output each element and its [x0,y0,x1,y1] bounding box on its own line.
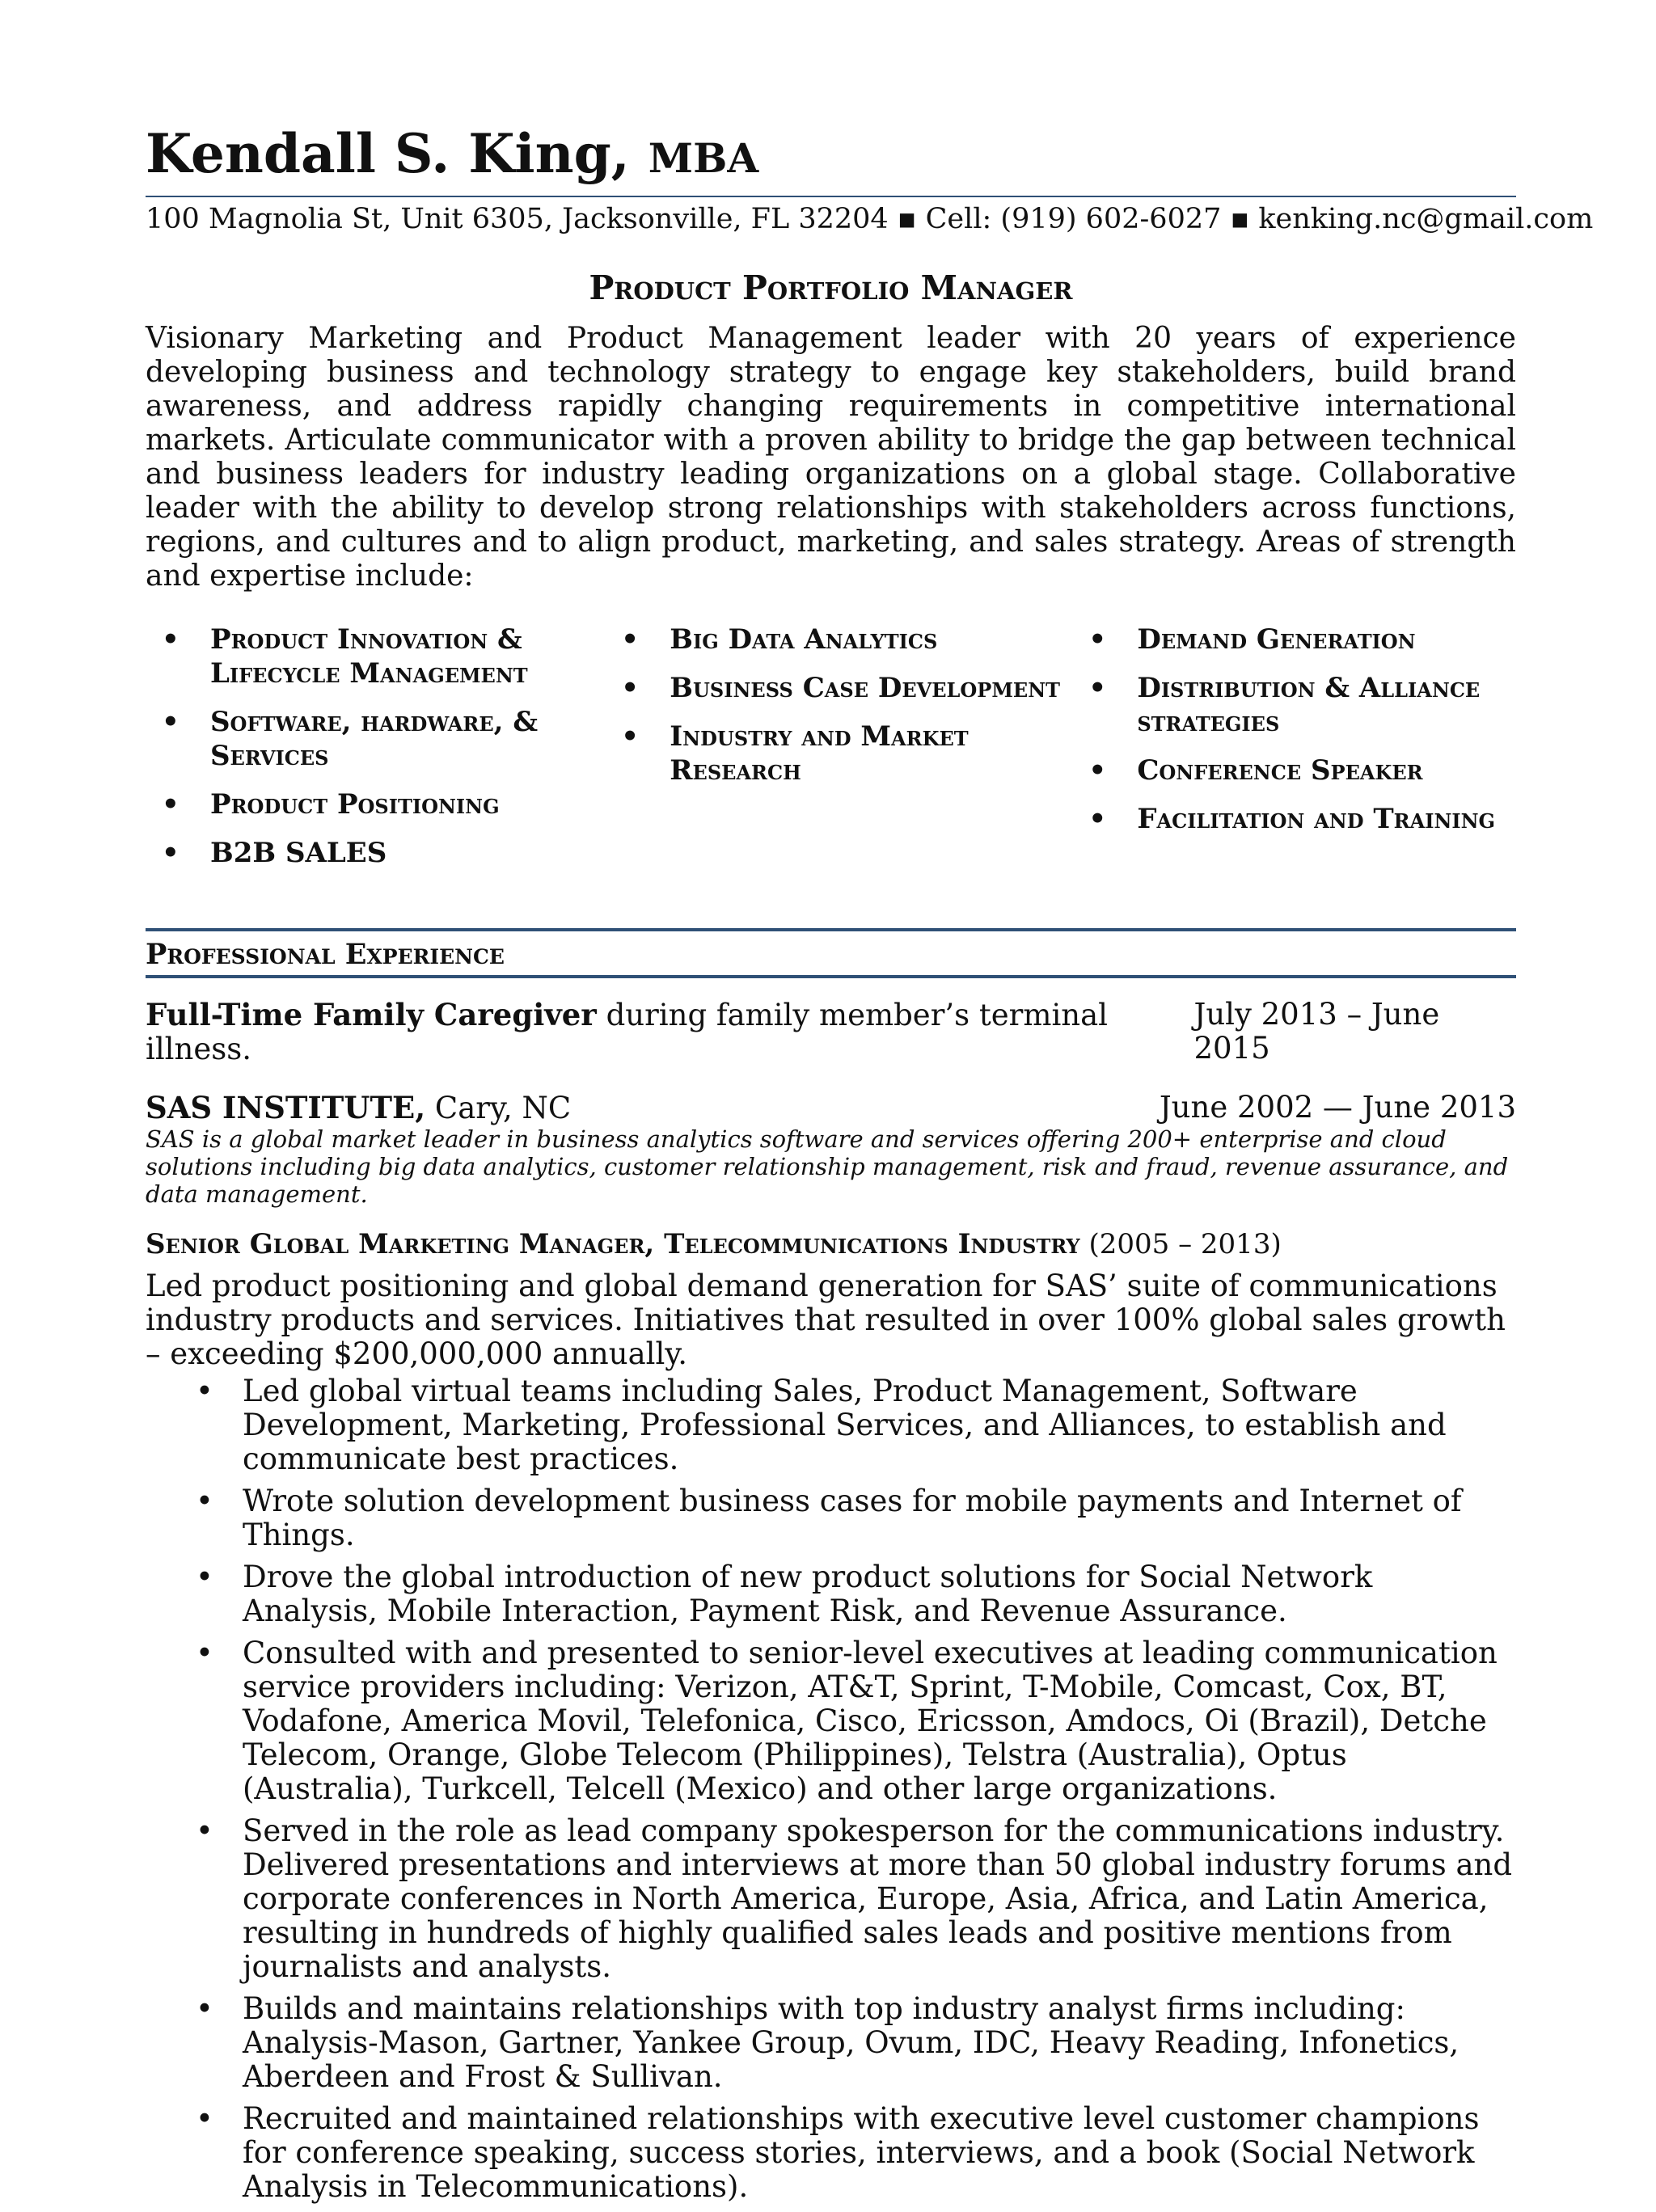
skill-item: • Business Case Development [605,671,1072,705]
skill-item: • Conference Speaker [1072,754,1516,787]
achievement-item: • Recruited and maintained relationships with executive level customer champions for conference speaking, success stories, interviews, and a book (Social Network Analysis in Telecommunications). [146,2102,1516,2204]
contact-line: 100 Magnolia St, Unit 6305, Jacksonville, FL 32204 ▪ Cell: (919) 602-6027 ▪ kenking.nc@gmail.com [146,203,1594,235]
candidate-name [146,121,1516,191]
employer-dates: June 2002 — June 2013 [1159,1090,1516,1125]
caregiver-title: Full-Time Family Caregiver [146,997,597,1032]
skill-item: • Software, hardware, & Services [146,705,605,773]
role-summary: Led product positioning and global demand generation for SAS’ suite of communications industry products and services. Initiatives that resulted in over 100% global sales growth – exceeding $200,000,000 annually. [146,1269,1506,1371]
achievement-item: • Wrote solution development business cases for mobile payments and Internet of Things. [146,1484,1516,1552]
headline-title: Product Portfolio Manager [589,268,1073,307]
caregiver-dates: July 2013 – June 2015 [1193,997,1440,1066]
employer-location: Cary, NC [434,1091,572,1125]
achievement-item: • Served in the role as lead company spokesperson for the communications industry. Delivered presentations and interviews at more than 50 global industry forums and corporate conferences in North America, Europe, Asia, Africa, and Latin America, resulting in hundreds of highly qualified sales leads and positive mentions from journalists and analysts. [146,1814,1516,1984]
skill-item: • Facilitation and Training [1072,802,1516,836]
achievement-item: • Consulted with and presented to senior-level executives at leading communication service providers including: Verizon, AT&T, Sprint, T-Mobile, Comcast, Cox, BT, Vodafone, America Movil, Telefonica, Cisco, Ericsson, Amdocs, Oi (Brazil), Detche Telecom, Orange, Globe Telecom (Philippines), Telstra (Australia), Optus (Australia), Turkcell, Telcell (Mexico) and other large organizations. [146,1636,1516,1806]
section-heading-experience: Professional Experience [146,928,1516,978]
skills-column-3 [1072,623,1516,884]
skill-item: • Industry and Market Research [605,720,1072,787]
caregiver-text [146,998,1193,1066]
achievement-item: • Led global virtual teams including Sales, Product Management, Software Development, Marketing, Professional Services, and Alliances, to establish and communicate best practices. [146,1374,1516,1476]
skills-column-2 [605,623,1072,884]
role-title: Senior Global Marketing Manager, Telecommunications Industry [146,1228,1080,1260]
employer-description: SAS is a global market leader in business analytics software and services offering 200+ enterprise and cloud solutions including big data analytics, customer relationship management, risk and fraud, revenue assurance, and data management. [146,1125,1509,1208]
credential: MBA [648,134,759,182]
employer-header [146,1091,1516,1125]
skill-item: • B2B SALES [146,836,605,870]
name-text: Kendall S. King, [146,122,630,185]
caregiver-entry [146,998,1516,1066]
skills-grid [146,623,1516,884]
caregiver-detail: during family member’s terminal illness. [146,998,1108,1066]
achievement-list [146,1374,1516,2204]
role-dates: (2005 – 2013) [1088,1228,1282,1260]
achievement-item: • Drove the global introduction of new product solutions for Social Network Analysis, Mobile Interaction, Payment Risk, and Revenue Assurance. [146,1560,1516,1628]
skill-item: • Distribution & Alliance strategies [1072,671,1516,739]
header-divider [146,196,1516,197]
resume-page [146,121,1594,2212]
skill-item: • Demand Generation [1072,623,1516,656]
role-title-line [146,1227,1516,1261]
employer-name: SAS INSTITUTE, [146,1090,426,1125]
skill-item: • Big Data Analytics [605,623,1072,656]
professional-summary: Visionary Marketing and Product Management leader with 20 years of experience developing business and technology strategy to engage key stakeholders, build brand awareness, and address rapidly changing requirements in competitive international markets. Articulate communicator with a proven ability to bridge the gap between technical and business leaders for industry leading organizations on a global stage. Collaborative leader with the ability to develop strong relationships with stakeholders across functions, regions, and cultures and to align product, marketing, and sales strategy. Areas of strength and expertise include: [146,322,1516,593]
employer-text [146,1091,571,1125]
skills-column-1 [146,623,605,884]
skill-item: • Product Positioning [146,787,605,821]
skill-item: • Product Innovation & Lifecycle Management [146,623,605,690]
achievement-item: • Builds and maintains relationships with top industry analyst firms including: Analysis-Mason, Gartner, Yankee Group, Ovum, IDC, Heavy Reading, Infonetics, Aberdeen and Frost & Sullivan. [146,1992,1516,2094]
